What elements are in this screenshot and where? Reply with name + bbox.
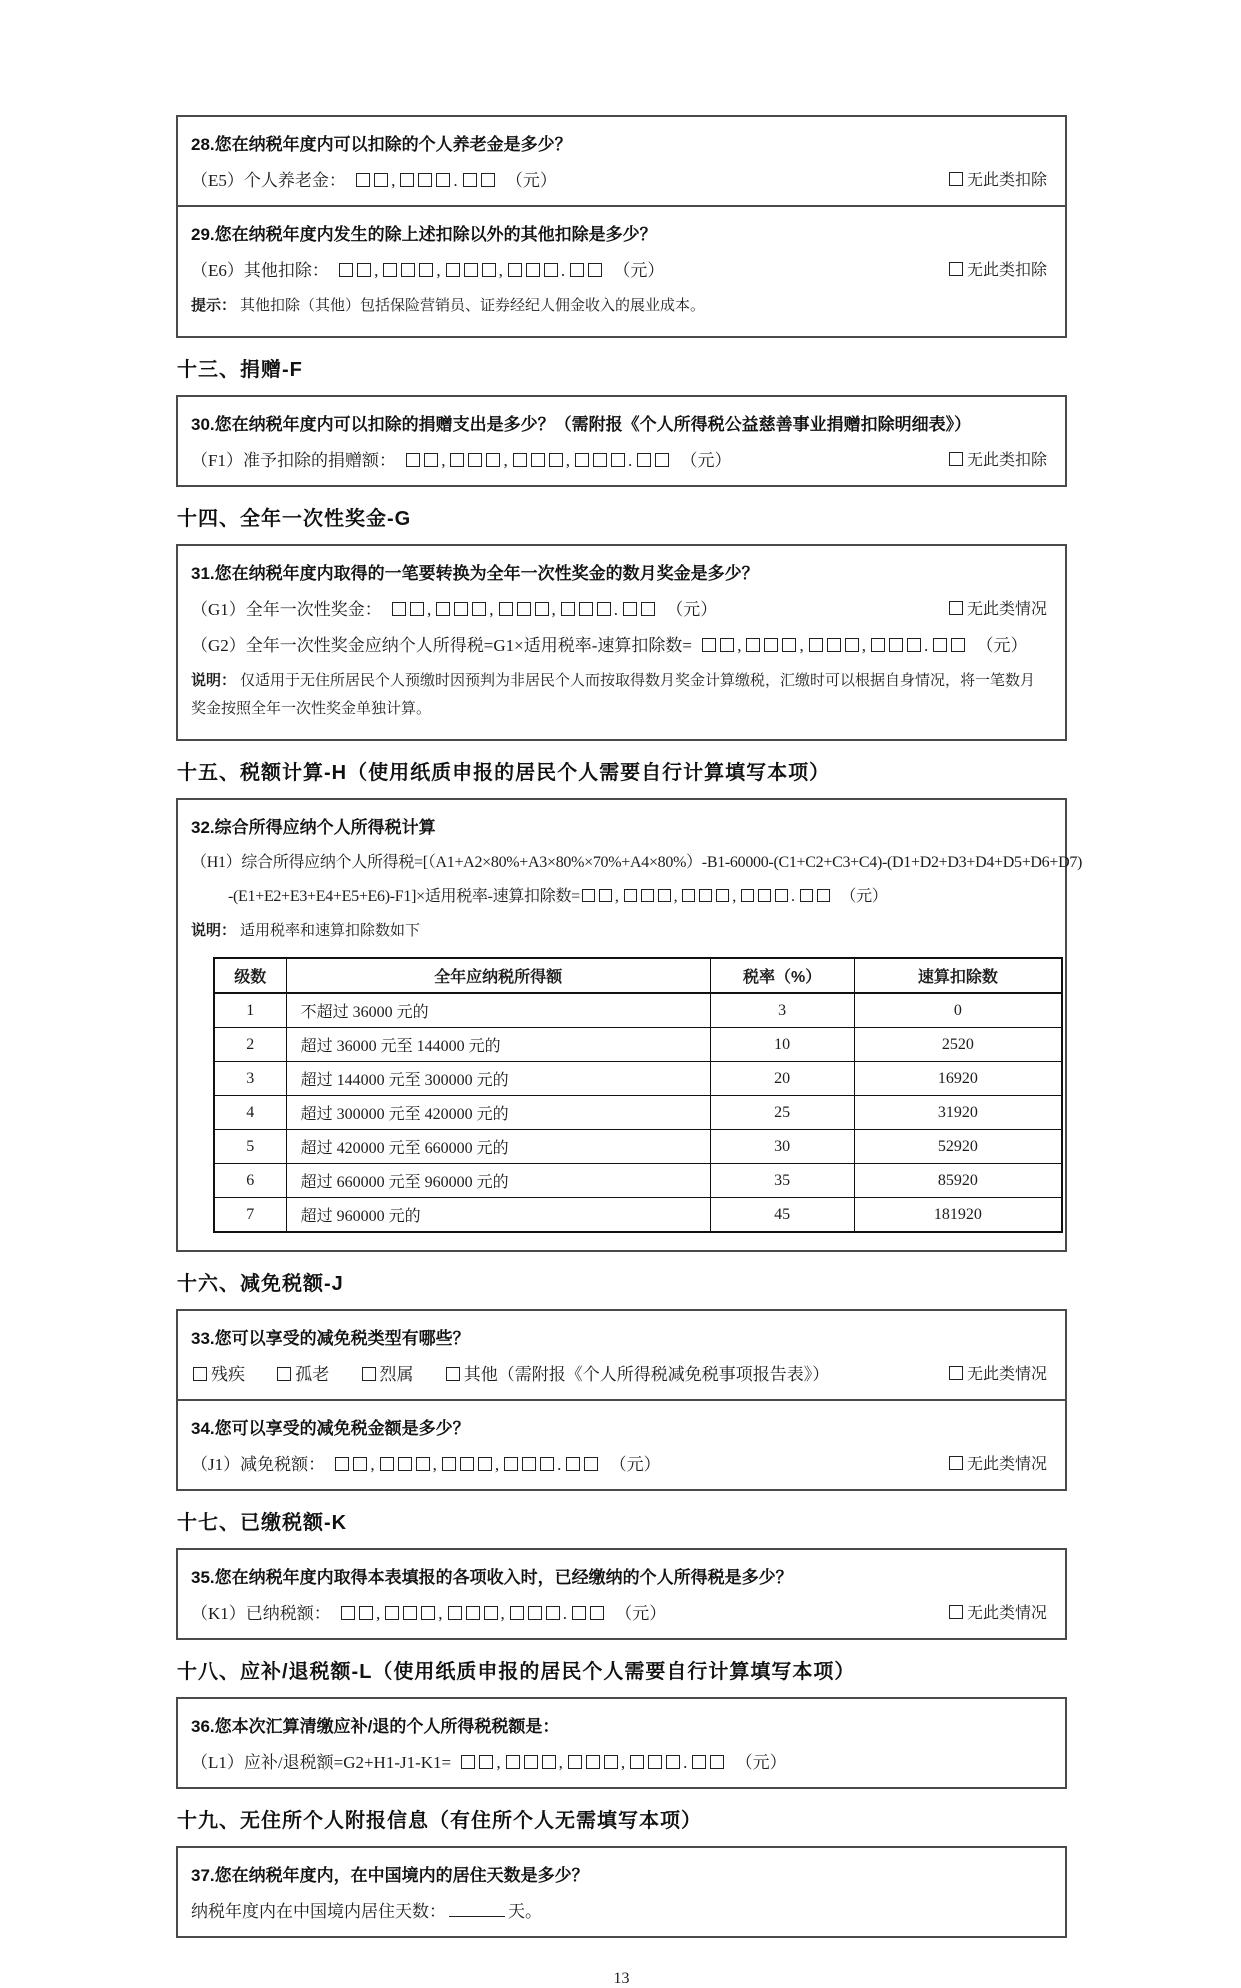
e6-none-label: 无此类扣除: [966, 262, 1047, 279]
section-heading-17: 十七、已缴税额-K: [177, 1512, 348, 1534]
note-label: 说明：: [191, 671, 237, 689]
question-box-30: [176, 395, 1067, 487]
cell-deduction: 52920: [854, 1130, 1062, 1164]
note-text: 仅适用于无住所居民个人预缴时因预判为非居民个人而按取得数月奖金计算缴税，汇缴时可以根据自身情况，将一笔数月奖金按照全年一次性奖金单独计算。: [191, 672, 1036, 717]
k1-amount-field[interactable]: , , , .: [339, 1604, 606, 1623]
g2-unit: （元）: [976, 635, 1028, 655]
section-heading-14: 十四、全年一次性奖金-G: [177, 507, 412, 530]
h1-amount-field[interactable]: , , , .: [580, 888, 832, 905]
question-33: [178, 1311, 1065, 1399]
question-31-title: 31.您在纳税年度内取得的一笔要转换为全年一次性奖金的数月奖金是多少？: [191, 563, 759, 583]
cell-deduction: 31920: [854, 1096, 1062, 1130]
cell-income: 超过 36000 元至 144000 元的: [286, 1028, 710, 1062]
k1-none-label: 无此类情况: [966, 1605, 1047, 1622]
j1-unit: （元）: [609, 1455, 661, 1474]
g1-amount-field[interactable]: , , , .: [390, 600, 657, 619]
exemption-type-row: [191, 1360, 1047, 1385]
days-row: [191, 1897, 1047, 1922]
f1-field-label: （F1）准予扣除的捐赠额：: [191, 450, 396, 470]
h1-formula-line2: [191, 883, 1047, 906]
table-row: [214, 993, 1062, 1028]
j1-amount-field[interactable]: , , , .: [333, 1455, 600, 1474]
q33-none-checkbox[interactable]: [949, 1366, 963, 1380]
e5-unit: （元）: [505, 171, 557, 190]
section-heading-18: 十八、应补/退税额-L（使用纸质申报的居民个人需要自行计算填写本项）: [177, 1661, 856, 1683]
e5-none-option: [947, 167, 1047, 190]
e6-none-option: [947, 257, 1047, 280]
j1-none-option: [947, 1451, 1047, 1474]
f1-row: [191, 446, 1047, 471]
cell-income: 超过 300000 元至 420000 元的: [286, 1096, 710, 1130]
cell-deduction: 2520: [854, 1028, 1062, 1062]
g2-row: [191, 631, 1047, 656]
e5-row: [191, 166, 1047, 191]
disabled-checkbox[interactable]: [193, 1367, 207, 1381]
page-number: 13: [613, 1970, 630, 1987]
question-28-title: 28.您在纳税年度内可以扣除的个人养老金是多少？: [191, 135, 572, 154]
cell-income: 超过 144000 元至 300000 元的: [286, 1062, 710, 1096]
question-36-title: 36.您本次汇算清缴应补/退的个人所得税税额是：: [191, 1717, 560, 1736]
cell-level: 5: [214, 1130, 286, 1164]
f1-unit: （元）: [680, 450, 732, 470]
question-32: [178, 800, 1083, 1251]
g2-amount-field[interactable]: , , , .: [700, 636, 967, 655]
table-row: [214, 1062, 1062, 1096]
cell-income: 超过 960000 元的: [286, 1198, 710, 1233]
question-33-title: 33.您可以享受的减免税类型有哪些？: [191, 1329, 470, 1348]
exemption-option-other: 其他（需附报《个人所得税减免税事项报告表》）: [444, 1365, 830, 1384]
k1-unit: （元）: [615, 1604, 667, 1623]
days-suffix: 天。: [508, 1902, 542, 1921]
cell-level: 4: [214, 1096, 286, 1130]
days-input-blank[interactable]: [449, 1902, 505, 1917]
question-37-title: 37.您在纳税年度内，在中国境内的居住天数是多少？: [191, 1866, 589, 1885]
table-row: [214, 1130, 1062, 1164]
h1-formula-line1: （H1）综合所得应纳个人所得税=[（A1+A2×80%+A3×80%×70%+A4×80%）-B1-60000-(C1+C2+C3+C4)-(D1+D2+D3+D4+D5+D6+D7): [191, 853, 1083, 871]
f1-amount-field[interactable]: , , , .: [404, 451, 671, 470]
tax-rate-table: [213, 957, 1063, 1233]
exemption-option-martyr: 烈属: [360, 1365, 414, 1384]
note-label: 说明：: [191, 921, 237, 939]
martyr-checkbox[interactable]: [362, 1367, 376, 1381]
e6-field-label: （E6）其他扣除：: [191, 261, 329, 280]
table-row: [214, 1198, 1062, 1233]
cell-rate: 30: [710, 1130, 854, 1164]
h1-unit: （元）: [840, 887, 888, 905]
question-30: [178, 397, 1065, 485]
e5-none-checkbox[interactable]: [949, 172, 963, 186]
cell-rate: 3: [710, 993, 854, 1028]
l1-unit: （元）: [735, 1753, 787, 1772]
cell-income: 超过 420000 元至 660000 元的: [286, 1130, 710, 1164]
f1-none-label: 无此类扣除: [966, 451, 1047, 469]
section-heading-16: 十六、减免税额-J: [177, 1273, 344, 1295]
table-row: [214, 1096, 1062, 1130]
k1-row: [191, 1599, 1047, 1624]
e6-amount-field[interactable]: , , , .: [337, 261, 604, 280]
question-box-35: [176, 1548, 1067, 1640]
question-29-title: 29.您在纳税年度内发生的除上述扣除以外的其他扣除是多少？: [191, 225, 657, 244]
j1-none-label: 无此类情况: [966, 1456, 1047, 1473]
e5-amount-field[interactable]: , .: [354, 171, 497, 190]
question-29-tip: [191, 292, 1047, 321]
note-text: 适用税率和速算扣除数如下: [240, 922, 421, 939]
j1-none-checkbox[interactable]: [949, 1456, 963, 1470]
header-rate: 税率（%）: [710, 958, 854, 993]
l1-amount-field[interactable]: , , , .: [459, 1753, 726, 1772]
k1-field-label: （K1）已纳税额：: [191, 1604, 331, 1623]
question-31-note: [191, 667, 1047, 724]
other-checkbox[interactable]: [446, 1367, 460, 1381]
question-box-33-34: [176, 1309, 1067, 1491]
cell-deduction: 181920: [854, 1198, 1062, 1233]
j1-field-label: （J1）减免税额：: [191, 1455, 326, 1474]
e6-unit: （元）: [613, 261, 665, 280]
question-32-note: [191, 917, 1047, 946]
e6-row: [191, 256, 1047, 281]
g2-field-label: （G2）全年一次性奖金应纳个人所得税=G1×适用税率-速算扣除数=: [191, 635, 692, 655]
question-34: [178, 1399, 1065, 1489]
question-35-title: 35.您在纳税年度内取得本表填报的各项收入时，已经缴纳的个人所得税是多少？: [191, 1568, 793, 1587]
cell-income: 超过 660000 元至 960000 元的: [286, 1164, 710, 1198]
g1-none-option: [947, 596, 1047, 619]
cell-deduction: 85920: [854, 1164, 1062, 1198]
question-36: [178, 1699, 1065, 1787]
days-field-label: 纳税年度内在中国境内居住天数：: [191, 1902, 446, 1921]
question-34-title: 34.您可以享受的减免税金额是多少？: [191, 1419, 470, 1438]
cell-rate: 25: [710, 1096, 854, 1130]
exemption-option-disabled: 残疾: [191, 1365, 245, 1384]
g1-row: [191, 595, 1047, 620]
e5-field-label: （E5）个人养老金：: [191, 171, 346, 190]
tax-table-header-row: [214, 958, 1062, 993]
f1-none-checkbox[interactable]: [949, 452, 963, 466]
g1-none-checkbox[interactable]: [949, 601, 963, 615]
header-deduction: 速算扣除数: [854, 958, 1062, 993]
cell-level: 2: [214, 1028, 286, 1062]
tip-text: 其他扣除（其他）包括保险营销员、证券经纪人佣金收入的展业成本。: [240, 298, 706, 314]
section-heading-13: 十三、捐赠-F: [177, 358, 303, 381]
cell-income: 不超过 36000 元的: [286, 993, 710, 1028]
header-income: 全年应纳税所得额: [286, 958, 710, 993]
question-31: [178, 546, 1065, 739]
elderly-checkbox[interactable]: [277, 1367, 291, 1381]
cell-level: 6: [214, 1164, 286, 1198]
e5-none-label: 无此类扣除: [966, 172, 1047, 189]
question-box-32: [176, 798, 1083, 1253]
table-row: [214, 1028, 1062, 1062]
question-box-37: [176, 1846, 1067, 1938]
table-row: [214, 1164, 1062, 1198]
question-32-title: 32.综合所得应纳个人所得税计算: [191, 817, 436, 837]
g1-none-label: 无此类情况: [966, 600, 1047, 618]
l1-field-label: （L1）应补/退税额=G2+H1-J1-K1=: [191, 1753, 452, 1772]
g1-field-label: （G1）全年一次性奖金：: [191, 599, 382, 619]
h1-formula-line2-label: -(E1+E2+E3+E4+E5+E6)-F1]×适用税率-速算扣除数=: [228, 887, 580, 905]
q33-none-label: 无此类情况: [966, 1366, 1047, 1383]
question-box-36: [176, 1697, 1067, 1789]
cell-rate: 20: [710, 1062, 854, 1096]
question-box-28-29: [176, 115, 1067, 338]
l1-row: [191, 1748, 1047, 1773]
g1-unit: （元）: [666, 599, 718, 619]
question-29: [178, 205, 1065, 336]
cell-level: 7: [214, 1198, 286, 1233]
cell-deduction: 16920: [854, 1062, 1062, 1096]
cell-level: 1: [214, 993, 286, 1028]
q33-none-option: [947, 1361, 1047, 1384]
header-level: 级数: [214, 958, 286, 993]
k1-none-checkbox[interactable]: [949, 1605, 963, 1619]
question-28: [178, 117, 1065, 205]
exemption-option-elderly: 孤老: [275, 1365, 329, 1384]
j1-row: [191, 1450, 1047, 1475]
f1-none-option: [947, 447, 1047, 470]
form-page: [176, 0, 1083, 1988]
cell-level: 3: [214, 1062, 286, 1096]
question-30-title: 30.您在纳税年度内可以扣除的捐赠支出是多少？（需附报《个人所得税公益慈善事业捐赠扣除明细表》）: [191, 414, 972, 434]
question-box-31: [176, 544, 1067, 741]
section-heading-19: 十九、无住所个人附报信息（有住所个人无需填写本项）: [177, 1810, 702, 1832]
cell-rate: 45: [710, 1198, 854, 1233]
cell-rate: 10: [710, 1028, 854, 1062]
cell-rate: 35: [710, 1164, 854, 1198]
section-heading-15: 十五、税额计算-H（使用纸质申报的居民个人需要自行计算填写本项）: [177, 761, 831, 784]
e6-none-checkbox[interactable]: [949, 262, 963, 276]
tip-label: 提示：: [191, 297, 237, 314]
question-37: [178, 1848, 1065, 1936]
question-35: [178, 1550, 1065, 1638]
k1-none-option: [947, 1600, 1047, 1623]
cell-deduction: 0: [854, 993, 1062, 1028]
